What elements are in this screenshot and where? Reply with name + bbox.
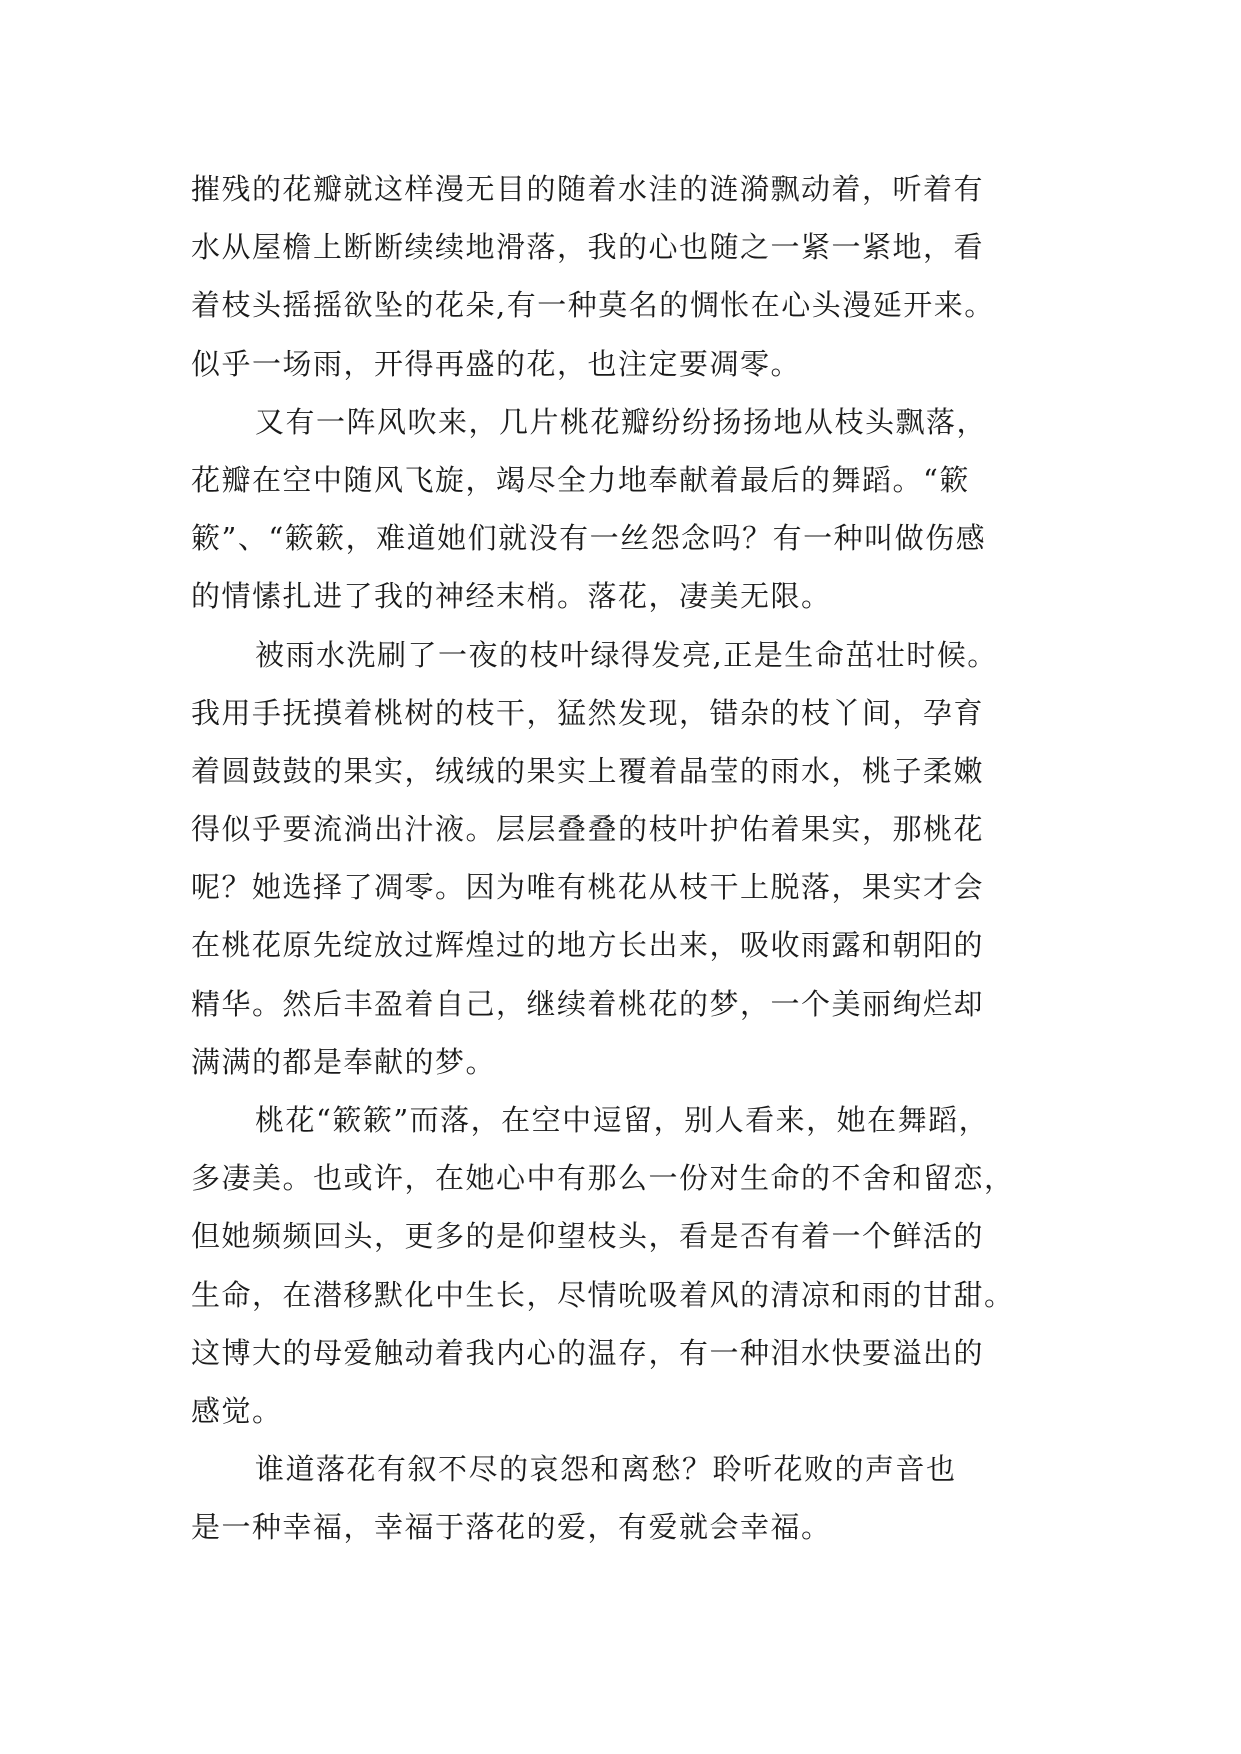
- text-line: 精华。然后丰盈着自己，继续着桃花的梦，一个美丽绚烂却: [191, 986, 985, 1021]
- text-line: 簌”、“簌簌，难道她们就没有一丝怨念吗？有一种叫做伤感: [191, 521, 987, 556]
- text-line: 但她频频回头，更多的是仰望枝头，看是否有着一个鲜活的: [191, 1219, 985, 1254]
- text-line: 水从屋檐上断断续续地滑落，我的心也随之一紧一紧地，看: [191, 230, 985, 265]
- text-line: 我用手抚摸着桃树的枝干，猛然发现，错杂的枝丫间，孕育: [191, 695, 985, 730]
- text-line: 又有一阵风吹来，几片桃花瓣纷纷扬扬地从枝头飘落，: [255, 404, 988, 439]
- text-line: 得似乎要流淌出汁液。层层叠叠的枝叶护佑着果实，那桃花: [191, 812, 985, 847]
- text-line: 生命，在潜移默化中生长，尽情吮吸着风的清凉和雨的甘甜。: [191, 1277, 1015, 1312]
- text-line: 感觉。: [191, 1393, 283, 1428]
- text-line: 多凄美。也或许，在她心中有那么一份对生命的不舍和留恋，: [191, 1161, 1015, 1196]
- text-line: 是一种幸福，幸福于落花的爱，有爱就会幸福。: [191, 1510, 832, 1545]
- text-line: 呢？她选择了凋零。因为唯有桃花从枝干上脱落，果实才会: [191, 870, 985, 905]
- text-line: 满满的都是奉献的梦。: [191, 1044, 497, 1079]
- text-line: 着圆鼓鼓的果实，绒绒的果实上覆着晶莹的雨水，桃子柔嫩: [191, 753, 985, 788]
- text-line: 似乎一场雨，开得再盛的花，也注定要凋零。: [191, 346, 802, 381]
- text-line: 被雨水洗刷了一夜的枝叶绿得发亮,正是生命茁壮时候。: [255, 637, 998, 672]
- text-line: 桃花“簌簌”而落，在空中逗留，别人看来，她在舞蹈，: [255, 1103, 990, 1137]
- text-line: 摧残的花瓣就这样漫无目的随着水洼的涟漪飘动着，听着有: [191, 172, 985, 206]
- text-line: 这博大的母爱触动着我内心的温存，有一种泪水快要溢出的: [191, 1335, 985, 1370]
- text-line: 谁道落花有叙不尽的哀怨和离愁？聆听花败的声音也: [255, 1452, 957, 1487]
- text-line: 着枝头摇摇欲坠的花朵,有一种莫名的惆怅在心头漫延开来。: [191, 288, 995, 323]
- text-line: 的情愫扎进了我的神经末梢。落花，凄美无限。: [191, 579, 832, 614]
- text-line: 在桃花原先绽放过辉煌过的地方长出来，吸收雨露和朝阳的: [191, 928, 985, 963]
- text-line: 花瓣在空中随风飞旋，竭尽全力地奉献着最后的舞蹈。“簌: [191, 462, 970, 497]
- body-text: [191, 160, 1091, 1557]
